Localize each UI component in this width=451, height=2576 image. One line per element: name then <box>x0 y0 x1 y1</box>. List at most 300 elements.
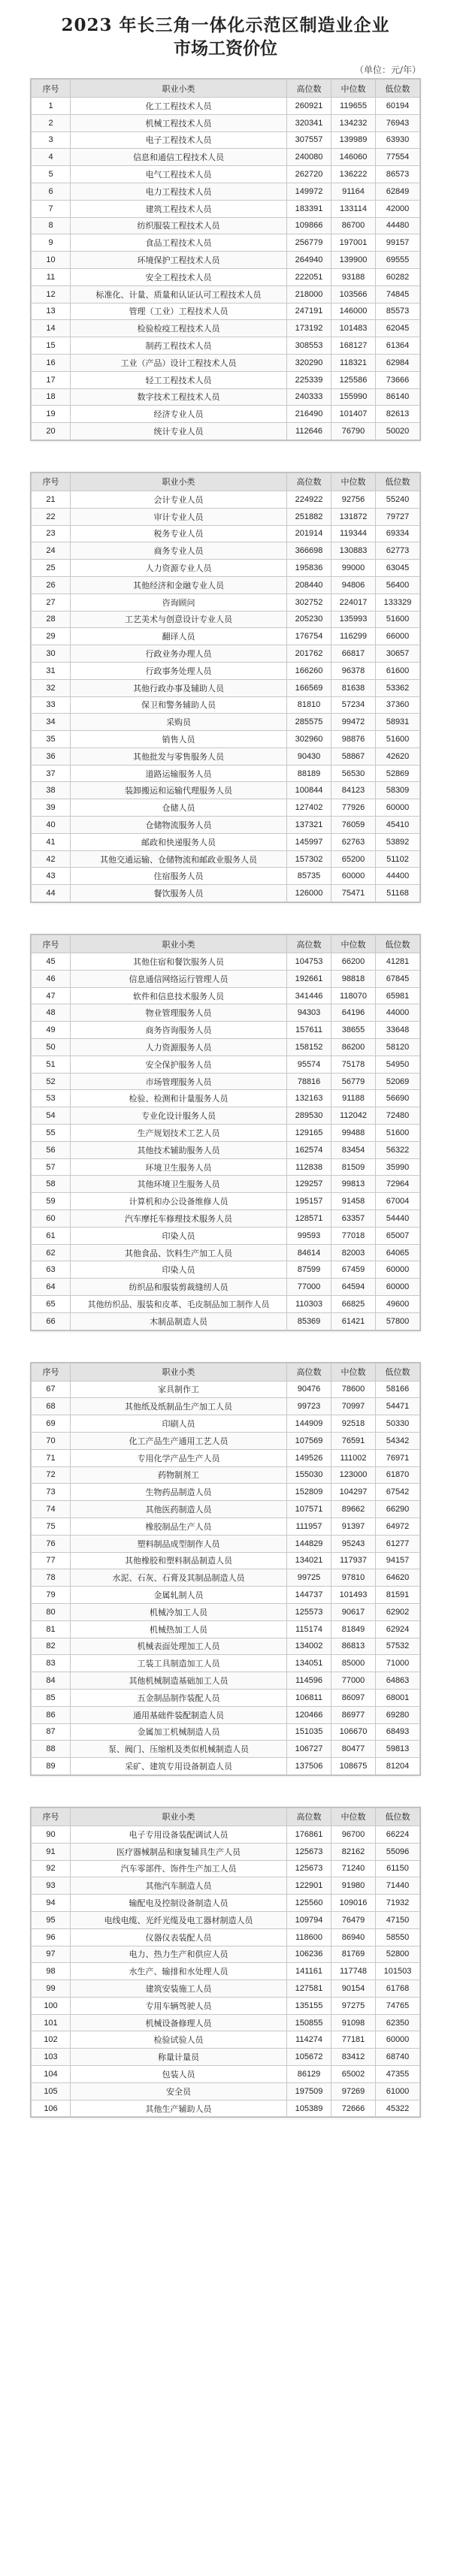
cell-high: 114596 <box>287 1672 331 1690</box>
table-row <box>32 1039 420 1056</box>
cell-occupation: 工业（产品）设计工程技术人员 <box>71 354 287 371</box>
cell-high: 152809 <box>287 1484 331 1501</box>
cell-occupation: 检验检疫工程技术人员 <box>71 320 287 337</box>
cell-occupation: 采矿、建筑专用设备制造人员 <box>71 1758 287 1775</box>
cell-mid: 96700 <box>331 1826 376 1843</box>
cell-no: 82 <box>32 1638 71 1655</box>
cell-high: 166260 <box>287 662 331 679</box>
cell-high: 109866 <box>287 217 331 234</box>
cell-mid: 66200 <box>331 953 376 971</box>
cell-occupation: 人力资源服务人员 <box>71 1039 287 1056</box>
cell-low: 60000 <box>376 1279 420 1296</box>
cell-high: 112838 <box>287 1158 331 1176</box>
cell-no: 23 <box>32 525 71 542</box>
cell-mid: 103566 <box>331 285 376 303</box>
table-row <box>32 1706 420 1723</box>
cell-occupation: 咨询顾问 <box>71 593 287 611</box>
cell-low: 35990 <box>376 1158 420 1176</box>
cell-occupation: 电线电缆、光纤光缆及电工器材制造人员 <box>71 1911 287 1928</box>
cell-low: 82613 <box>376 406 420 423</box>
cell-mid: 89662 <box>331 1501 376 1518</box>
cell-low: 44480 <box>376 217 420 234</box>
cell-occupation: 轻工工程技术人员 <box>71 371 287 388</box>
cell-occupation: 环境卫生服务人员 <box>71 1158 287 1176</box>
cell-no: 12 <box>32 285 71 303</box>
cell-occupation: 检验、检测和计量服务人员 <box>71 1090 287 1107</box>
cell-low: 85573 <box>376 303 420 320</box>
cell-mid: 116299 <box>331 628 376 645</box>
cell-high: 104753 <box>287 953 331 971</box>
cell-mid: 77926 <box>331 799 376 817</box>
cell-occupation: 电力、热力生产和供应人员 <box>71 1946 287 1963</box>
cell-mid: 96378 <box>331 662 376 679</box>
cell-mid: 38655 <box>331 1022 376 1039</box>
table-row <box>32 1603 420 1620</box>
cell-occupation: 机械表面处理加工人员 <box>71 1638 287 1655</box>
cell-occupation: 电子工程技术人员 <box>71 131 287 149</box>
cell-low: 44400 <box>376 868 420 885</box>
table-header-row <box>32 1807 420 1826</box>
cell-no: 79 <box>32 1587 71 1604</box>
cell-high: 106811 <box>287 1689 331 1706</box>
table-row <box>32 1193 420 1210</box>
cell-mid: 155990 <box>331 388 376 406</box>
cell-no: 49 <box>32 1022 71 1039</box>
cell-occupation: 电子专用设备装配调试人员 <box>71 1826 287 1843</box>
cell-occupation: 餐饮服务人员 <box>71 885 287 902</box>
cell-occupation: 工艺美术与创意设计专业人员 <box>71 611 287 628</box>
header-occupation: 职业小类 <box>71 1807 287 1826</box>
cell-low: 50330 <box>376 1415 420 1433</box>
cell-no: 14 <box>32 320 71 337</box>
cell-no: 1 <box>32 98 71 115</box>
table-row <box>32 1911 420 1928</box>
table-row <box>32 1312 420 1330</box>
table-row <box>32 1004 420 1022</box>
cell-no: 80 <box>32 1603 71 1620</box>
cell-no: 9 <box>32 234 71 252</box>
header-high: 高位数 <box>287 473 331 491</box>
cell-no: 95 <box>32 1911 71 1928</box>
cell-no: 2 <box>32 114 71 131</box>
cell-no: 105 <box>32 2082 71 2100</box>
cell-no: 51 <box>32 1055 71 1073</box>
cell-high: 122901 <box>287 1877 331 1895</box>
table-row <box>32 1022 420 1039</box>
cell-high: 100844 <box>287 782 331 799</box>
cell-low: 79727 <box>376 508 420 525</box>
cell-low: 81204 <box>376 1758 420 1775</box>
table-row <box>32 542 420 560</box>
header-no: 序号 <box>32 1363 71 1381</box>
cell-low: 94157 <box>376 1552 420 1569</box>
cell-occupation: 人力资源专业人员 <box>71 560 287 577</box>
wage-table <box>31 79 420 440</box>
table-row <box>32 1210 420 1228</box>
cell-mid: 123000 <box>331 1466 376 1484</box>
cell-high: 162574 <box>287 1141 331 1158</box>
cell-mid: 81769 <box>331 1946 376 1963</box>
table-row <box>32 799 420 817</box>
table-row <box>32 970 420 987</box>
cell-low: 53892 <box>376 833 420 850</box>
cell-low: 63045 <box>376 560 420 577</box>
cell-low: 63930 <box>376 131 420 149</box>
cell-no: 97 <box>32 1946 71 1963</box>
cell-low: 56400 <box>376 576 420 593</box>
cell-mid: 101483 <box>331 320 376 337</box>
cell-mid: 134232 <box>331 114 376 131</box>
table-row <box>32 1073 420 1090</box>
cell-low: 64620 <box>376 1569 420 1587</box>
cell-occupation: 行政业务办理人员 <box>71 645 287 663</box>
table-row <box>32 1415 420 1433</box>
cell-mid: 63357 <box>331 1210 376 1228</box>
header-low: 低位数 <box>376 1363 420 1381</box>
cell-low: 61150 <box>376 1860 420 1877</box>
cell-occupation: 邮政和快递服务人员 <box>71 833 287 850</box>
cell-no: 87 <box>32 1723 71 1741</box>
cell-no: 93 <box>32 1877 71 1895</box>
cell-low: 66290 <box>376 1501 420 1518</box>
cell-no: 68 <box>32 1398 71 1415</box>
cell-mid: 76790 <box>331 423 376 440</box>
cell-high: 151035 <box>287 1723 331 1741</box>
table-row <box>32 2066 420 2083</box>
cell-occupation: 标准化、计量、质量和认证认可工程技术人员 <box>71 285 287 303</box>
cell-mid: 91458 <box>331 1193 376 1210</box>
cell-high: 84614 <box>287 1244 331 1261</box>
cell-no: 100 <box>32 1997 71 2014</box>
cell-no: 7 <box>32 200 71 217</box>
cell-mid: 139989 <box>331 131 376 149</box>
wage-table <box>31 1363 420 1775</box>
cell-no: 21 <box>32 491 71 508</box>
table-row <box>32 1244 420 1261</box>
cell-high: 225339 <box>287 371 331 388</box>
header-high: 高位数 <box>287 80 331 98</box>
cell-high: 107571 <box>287 1501 331 1518</box>
cell-mid: 125586 <box>331 371 376 388</box>
cell-high: 125560 <box>287 1895 331 1912</box>
cell-mid: 97275 <box>331 1997 376 2014</box>
header-low: 低位数 <box>376 935 420 953</box>
cell-mid: 82003 <box>331 1244 376 1261</box>
cell-no: 47 <box>32 987 71 1004</box>
cell-mid: 76059 <box>331 817 376 834</box>
cell-mid: 104297 <box>331 1484 376 1501</box>
cell-no: 94 <box>32 1895 71 1912</box>
cell-mid: 98876 <box>331 731 376 748</box>
cell-no: 62 <box>32 1244 71 1261</box>
cell-low: 42000 <box>376 200 420 217</box>
cell-low: 37360 <box>376 696 420 714</box>
cell-no: 75 <box>32 1518 71 1535</box>
cell-no: 56 <box>32 1141 71 1158</box>
cell-occupation: 其他技术辅助服务人员 <box>71 1141 287 1158</box>
cell-mid: 109016 <box>331 1895 376 1912</box>
cell-occupation: 市场管理服务人员 <box>71 1073 287 1090</box>
header-no: 序号 <box>32 935 71 953</box>
cell-high: 308553 <box>287 337 331 355</box>
cell-mid: 91188 <box>331 1090 376 1107</box>
cell-no: 40 <box>32 817 71 834</box>
cell-occupation: 采购员 <box>71 714 287 731</box>
table-row <box>32 1501 420 1518</box>
table-row <box>32 388 420 406</box>
cell-mid: 94806 <box>331 576 376 593</box>
cell-low: 62350 <box>376 2014 420 2031</box>
cell-low: 47355 <box>376 2066 420 2083</box>
table-header-row <box>32 473 420 491</box>
table-row <box>32 593 420 611</box>
cell-no: 73 <box>32 1484 71 1501</box>
table-row <box>32 1587 420 1604</box>
cell-mid: 81849 <box>331 1620 376 1638</box>
cell-high: 192661 <box>287 970 331 987</box>
cell-occupation: 住宿服务人员 <box>71 868 287 885</box>
cell-occupation: 经济专业人员 <box>71 406 287 423</box>
cell-no: 10 <box>32 252 71 269</box>
section-gap <box>0 1331 451 1362</box>
cell-high: 129165 <box>287 1125 331 1142</box>
cell-high: 125573 <box>287 1603 331 1620</box>
cell-occupation: 通用基础件装配制造人员 <box>71 1706 287 1723</box>
cell-mid: 64594 <box>331 1279 376 1296</box>
table-row <box>32 1638 420 1655</box>
table-header-row <box>32 935 420 953</box>
cell-high: 105672 <box>287 2049 331 2066</box>
cell-high: 77000 <box>287 1279 331 1296</box>
cell-high: 224922 <box>287 491 331 508</box>
cell-mid: 65200 <box>331 850 376 868</box>
cell-mid: 135993 <box>331 611 376 628</box>
cell-mid: 224017 <box>331 593 376 611</box>
cell-mid: 92756 <box>331 491 376 508</box>
header-no: 序号 <box>32 80 71 98</box>
section-gap <box>0 903 451 934</box>
table-row <box>32 2049 420 2066</box>
cell-mid: 57234 <box>331 696 376 714</box>
cell-no: 84 <box>32 1672 71 1690</box>
header-occupation: 职业小类 <box>71 80 287 98</box>
cell-high: 99725 <box>287 1569 331 1587</box>
cell-no: 77 <box>32 1552 71 1569</box>
cell-no: 27 <box>32 593 71 611</box>
cell-no: 8 <box>32 217 71 234</box>
cell-no: 86 <box>32 1706 71 1723</box>
wage-table-section <box>30 78 421 441</box>
cell-high: 144829 <box>287 1535 331 1552</box>
cell-occupation: 家具制作工 <box>71 1381 287 1398</box>
cell-no: 55 <box>32 1125 71 1142</box>
cell-mid: 66825 <box>331 1296 376 1313</box>
cell-high: 132163 <box>287 1090 331 1107</box>
cell-low: 62773 <box>376 542 420 560</box>
cell-occupation: 安全员 <box>71 2082 287 2100</box>
cell-mid: 56530 <box>331 765 376 782</box>
cell-occupation: 水泥、石灰、石膏及其制品制造人员 <box>71 1569 287 1587</box>
cell-mid: 133114 <box>331 200 376 217</box>
cell-no: 4 <box>32 149 71 166</box>
cell-mid: 106670 <box>331 1723 376 1741</box>
cell-low: 73666 <box>376 371 420 388</box>
cell-low: 58309 <box>376 782 420 799</box>
table-row <box>32 645 420 663</box>
cell-no: 25 <box>32 560 71 577</box>
cell-high: 85369 <box>287 1312 331 1330</box>
cell-mid: 85000 <box>331 1655 376 1672</box>
cell-mid: 62763 <box>331 833 376 850</box>
cell-mid: 84123 <box>331 782 376 799</box>
table-row <box>32 1997 420 2014</box>
cell-high: 222051 <box>287 268 331 285</box>
cell-no: 42 <box>32 850 71 868</box>
cell-no: 91 <box>32 1843 71 1860</box>
cell-low: 62902 <box>376 1603 420 1620</box>
header-mid: 中位数 <box>331 1807 376 1826</box>
cell-mid: 91164 <box>331 183 376 200</box>
cell-occupation: 数字技术工程技术人员 <box>71 388 287 406</box>
table-row <box>32 131 420 149</box>
cell-mid: 60000 <box>331 868 376 885</box>
section-gap <box>0 1776 451 1807</box>
cell-mid: 83412 <box>331 2049 376 2066</box>
cell-mid: 99000 <box>331 560 376 577</box>
cell-low: 99157 <box>376 234 420 252</box>
cell-occupation: 其他纺织品、服装和皮革、毛皮制品加工制作人员 <box>71 1296 287 1313</box>
table-row <box>32 406 420 423</box>
cell-occupation: 金属加工机械制造人员 <box>71 1723 287 1741</box>
cell-high: 149972 <box>287 183 331 200</box>
cell-occupation: 其他机械制造基础加工人员 <box>71 1672 287 1690</box>
header-low: 低位数 <box>376 80 420 98</box>
cell-occupation: 其他橡胶和塑料制品制造人员 <box>71 1552 287 1569</box>
cell-occupation: 建筑安装施工人员 <box>71 1980 287 1998</box>
cell-occupation: 木制品制造人员 <box>71 1312 287 1330</box>
cell-no: 104 <box>32 2066 71 2083</box>
cell-high: 166569 <box>287 679 331 696</box>
cell-high: 129257 <box>287 1176 331 1193</box>
cell-high: 264940 <box>287 252 331 269</box>
cell-high: 112646 <box>287 423 331 440</box>
wage-table-section <box>30 472 421 903</box>
cell-mid: 56779 <box>331 1073 376 1090</box>
cell-mid: 119655 <box>331 98 376 115</box>
cell-no: 5 <box>32 166 71 183</box>
cell-high: 149526 <box>287 1449 331 1466</box>
cell-low: 76971 <box>376 1449 420 1466</box>
cell-low: 51168 <box>376 885 420 902</box>
table-row <box>32 1125 420 1142</box>
header-high: 高位数 <box>287 1807 331 1826</box>
cell-occupation: 泵、阀门、压缩机及类似机械制造人员 <box>71 1741 287 1758</box>
cell-high: 240080 <box>287 149 331 166</box>
cell-occupation: 印染人员 <box>71 1227 287 1244</box>
cell-mid: 58867 <box>331 747 376 765</box>
cell-no: 36 <box>32 747 71 765</box>
cell-no: 98 <box>32 1963 71 1980</box>
cell-no: 29 <box>32 628 71 645</box>
cell-mid: 117937 <box>331 1552 376 1569</box>
table-row <box>32 252 420 269</box>
cell-high: 128571 <box>287 1210 331 1228</box>
cell-mid: 86200 <box>331 1039 376 1056</box>
cell-mid: 81509 <box>331 1158 376 1176</box>
cell-low: 69280 <box>376 1706 420 1723</box>
table-row <box>32 1741 420 1758</box>
cell-mid: 146000 <box>331 303 376 320</box>
cell-low: 60000 <box>376 1261 420 1279</box>
cell-mid: 97810 <box>331 1569 376 1587</box>
cell-mid: 139900 <box>331 252 376 269</box>
cell-no: 96 <box>32 1928 71 1946</box>
table-row <box>32 1518 420 1535</box>
header-mid: 中位数 <box>331 935 376 953</box>
table-row <box>32 1946 420 1963</box>
cell-low: 33648 <box>376 1022 420 1039</box>
header-no: 序号 <box>32 1807 71 1826</box>
cell-low: 101503 <box>376 1963 420 1980</box>
cell-mid: 95243 <box>331 1535 376 1552</box>
cell-no: 74 <box>32 1501 71 1518</box>
cell-high: 81810 <box>287 696 331 714</box>
table-row <box>32 1227 420 1244</box>
cell-no: 20 <box>32 423 71 440</box>
cell-no: 61 <box>32 1227 71 1244</box>
table-header-row <box>32 1363 420 1381</box>
cell-low: 67845 <box>376 970 420 987</box>
cell-low: 54440 <box>376 1210 420 1228</box>
cell-no: 101 <box>32 2014 71 2031</box>
cell-mid: 75178 <box>331 1055 376 1073</box>
cell-occupation: 仓储人员 <box>71 799 287 817</box>
table-row <box>32 508 420 525</box>
cell-occupation: 纺织品和服装剪裁缝纫人员 <box>71 1279 287 1296</box>
cell-mid: 136222 <box>331 166 376 183</box>
cell-high: 320290 <box>287 354 331 371</box>
table-row <box>32 782 420 799</box>
cell-occupation: 其他纸及纸制品生产加工人员 <box>71 1398 287 1415</box>
cell-low: 61768 <box>376 1980 420 1998</box>
cell-low: 71440 <box>376 1877 420 1895</box>
cell-high: 90476 <box>287 1381 331 1398</box>
wage-table-section <box>30 1362 421 1776</box>
cell-mid: 71240 <box>331 1860 376 1877</box>
cell-low: 44000 <box>376 1004 420 1022</box>
table-row <box>32 1090 420 1107</box>
cell-no: 35 <box>32 731 71 748</box>
cell-no: 17 <box>32 371 71 388</box>
cell-low: 67004 <box>376 1193 420 1210</box>
header-no: 序号 <box>32 473 71 491</box>
cell-occupation: 其他经济和金融专业人员 <box>71 576 287 593</box>
cell-occupation: 纺织服装工程技术人员 <box>71 217 287 234</box>
table-row <box>32 1055 420 1073</box>
cell-occupation: 医疗器械制品和康复辅具生产人员 <box>71 1843 287 1860</box>
cell-high: 99723 <box>287 1398 331 1415</box>
cell-high: 218000 <box>287 285 331 303</box>
cell-low: 60000 <box>376 799 420 817</box>
cell-high: 208440 <box>287 576 331 593</box>
cell-occupation: 包装人员 <box>71 2066 287 2083</box>
cell-low: 52869 <box>376 765 420 782</box>
cell-no: 45 <box>32 953 71 971</box>
header-occupation: 职业小类 <box>71 1363 287 1381</box>
cell-high: 320341 <box>287 114 331 131</box>
cell-no: 26 <box>32 576 71 593</box>
cell-occupation: 电力工程技术人员 <box>71 183 287 200</box>
